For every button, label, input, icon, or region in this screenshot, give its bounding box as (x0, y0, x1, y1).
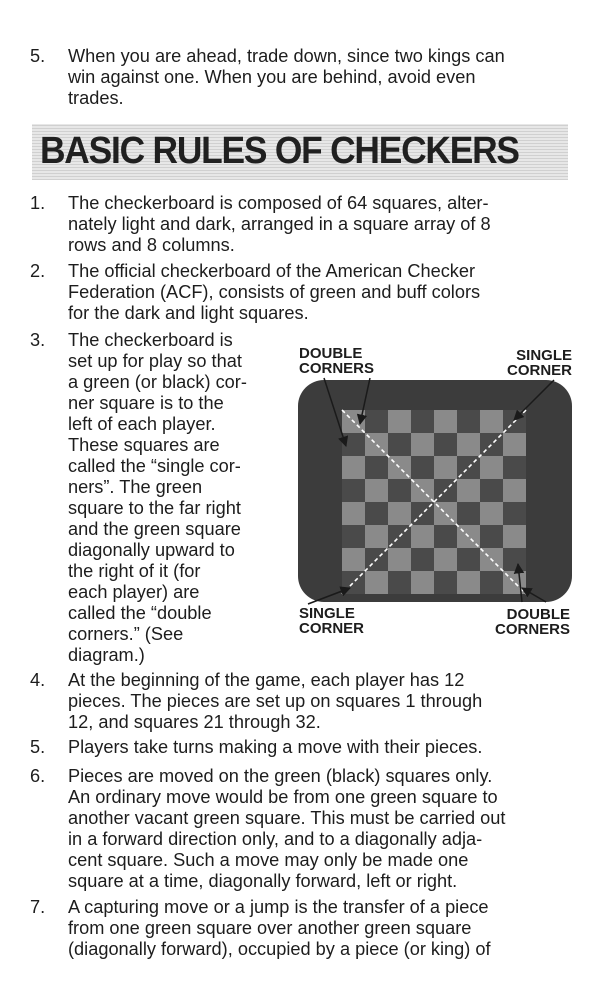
text-line: A capturing move or a jump is the transfer of a piece (68, 897, 489, 917)
board-square (480, 571, 503, 594)
board-square (480, 410, 503, 433)
rule-text (68, 193, 568, 256)
text-line: Federation (ACF), consists of green and buff colors (68, 282, 481, 302)
text-line: square to the far right (68, 498, 241, 518)
board-square (503, 433, 526, 456)
rule-text (68, 766, 568, 892)
board-square (342, 456, 365, 479)
label-single-corner-top: SINGLE CORNER (506, 347, 572, 379)
text-line: corners.” (See (68, 624, 184, 644)
label-double-corners-top: DOUBLE CORNERS (299, 345, 375, 377)
board-square (365, 456, 388, 479)
text-line: The checkerboard is (68, 330, 233, 350)
text-line: from one green square over another green square (68, 918, 472, 938)
text-line: for the dark and light squares. (68, 303, 309, 323)
rule-number: 7. (30, 897, 46, 917)
text-line: win against one. When you are behind, avoid even (68, 67, 476, 87)
board-square (365, 479, 388, 502)
board-square (457, 571, 480, 594)
board-square (434, 410, 457, 433)
section-banner (32, 124, 568, 180)
text-line: diagonally upward to (68, 540, 235, 560)
board-square (480, 525, 503, 548)
board-square (411, 548, 434, 571)
text-line: The official checkerboard of the American Checker (68, 261, 476, 281)
board-square (434, 433, 457, 456)
board-square (457, 433, 480, 456)
board-square (388, 502, 411, 525)
board-square (434, 525, 457, 548)
text-line: another vacant green square. This must be carried out (68, 808, 506, 828)
board-square (411, 456, 434, 479)
board-square (503, 479, 526, 502)
text-line: nately light and dark, arranged in a square array of 8 (68, 214, 491, 234)
board-square (480, 502, 503, 525)
text-line: trades. (68, 88, 124, 108)
board-square (365, 410, 388, 433)
board-square (457, 548, 480, 571)
checkerboard-svg (296, 344, 574, 642)
text-line: set up for play so that (68, 351, 242, 371)
text-line: Pieces are moved on the green (black) squares only. (68, 766, 493, 786)
board-square (411, 571, 434, 594)
text-line: When you are ahead, trade down, since two kings can (68, 46, 505, 66)
board-square (503, 502, 526, 525)
text-line: square at a time, diagonally forward, left or right. (68, 871, 458, 891)
rule-text (68, 897, 568, 960)
text-line: 12, and squares 21 through 32. (68, 712, 321, 732)
rule-text (68, 737, 568, 758)
board-square (411, 525, 434, 548)
board-square (503, 548, 526, 571)
text-line: the right of it (for (68, 561, 201, 581)
text-line: The checkerboard is composed of 64 squares, alter- (68, 193, 489, 213)
board-square (434, 456, 457, 479)
board-square (434, 571, 457, 594)
board-square (480, 456, 503, 479)
board-square (388, 548, 411, 571)
text-line: ner square is to the (68, 393, 224, 413)
text-line: in a forward direction only, and to a diagonally adja- (68, 829, 483, 849)
board-square (503, 456, 526, 479)
rule-number: 1. (30, 193, 46, 213)
board-square (342, 525, 365, 548)
board-square (388, 479, 411, 502)
board-square (342, 502, 365, 525)
rule-number: 4. (30, 670, 46, 690)
text-line: pieces. The pieces are set up on squares 1 through (68, 691, 483, 711)
text-line: (diagonally forward), occupied by a piece (or king) of (68, 939, 491, 959)
board-square (365, 571, 388, 594)
tip-text (68, 46, 568, 109)
rule-text (68, 670, 568, 733)
text-line: rows and 8 columns. (68, 235, 235, 255)
board-square (388, 571, 411, 594)
text-line: diagram.) (68, 645, 145, 665)
text-line: called the “double (68, 603, 212, 623)
text-line: ners”. The green (68, 477, 203, 497)
section-title: BASIC RULES OF CHECKERS (40, 130, 519, 172)
tip-number: 5. (30, 46, 46, 66)
board-square (434, 548, 457, 571)
rule-number: 5. (30, 737, 46, 757)
board-square (342, 479, 365, 502)
rule-text (68, 261, 568, 324)
label-double-corners-bottom: DOUBLE CORNERS (494, 606, 570, 638)
text-line: An ordinary move would be from one green square to (68, 787, 498, 807)
board-squares (342, 410, 526, 594)
text-line: and the green square (68, 519, 241, 539)
label-single-corner-bottom: SINGLE CORNER (299, 605, 365, 637)
rule-number: 2. (30, 261, 46, 281)
text-line: called the “single cor- (68, 456, 241, 476)
rule-text (68, 330, 288, 666)
text-line: a green (or black) cor- (68, 372, 247, 392)
rule-number: 3. (30, 330, 46, 350)
board-square (503, 525, 526, 548)
board-square (342, 548, 365, 571)
rule-number: 6. (30, 766, 46, 786)
board-square (411, 410, 434, 433)
board-square (457, 410, 480, 433)
text-line: Players take turns making a move with their pieces. (68, 737, 483, 757)
board-square (411, 433, 434, 456)
board-square (480, 479, 503, 502)
text-line: left of each player. (68, 414, 216, 434)
board-square (388, 410, 411, 433)
board-square (388, 433, 411, 456)
text-line: These squares are (68, 435, 220, 455)
text-line: At the beginning of the game, each player has 12 (68, 670, 465, 690)
text-line: cent square. Such a move may only be made one (68, 850, 469, 870)
checkerboard-diagram (296, 344, 574, 642)
board-square (365, 502, 388, 525)
board-square (457, 502, 480, 525)
board-square (457, 479, 480, 502)
text-line: each player) are (68, 582, 200, 602)
board-square (365, 525, 388, 548)
